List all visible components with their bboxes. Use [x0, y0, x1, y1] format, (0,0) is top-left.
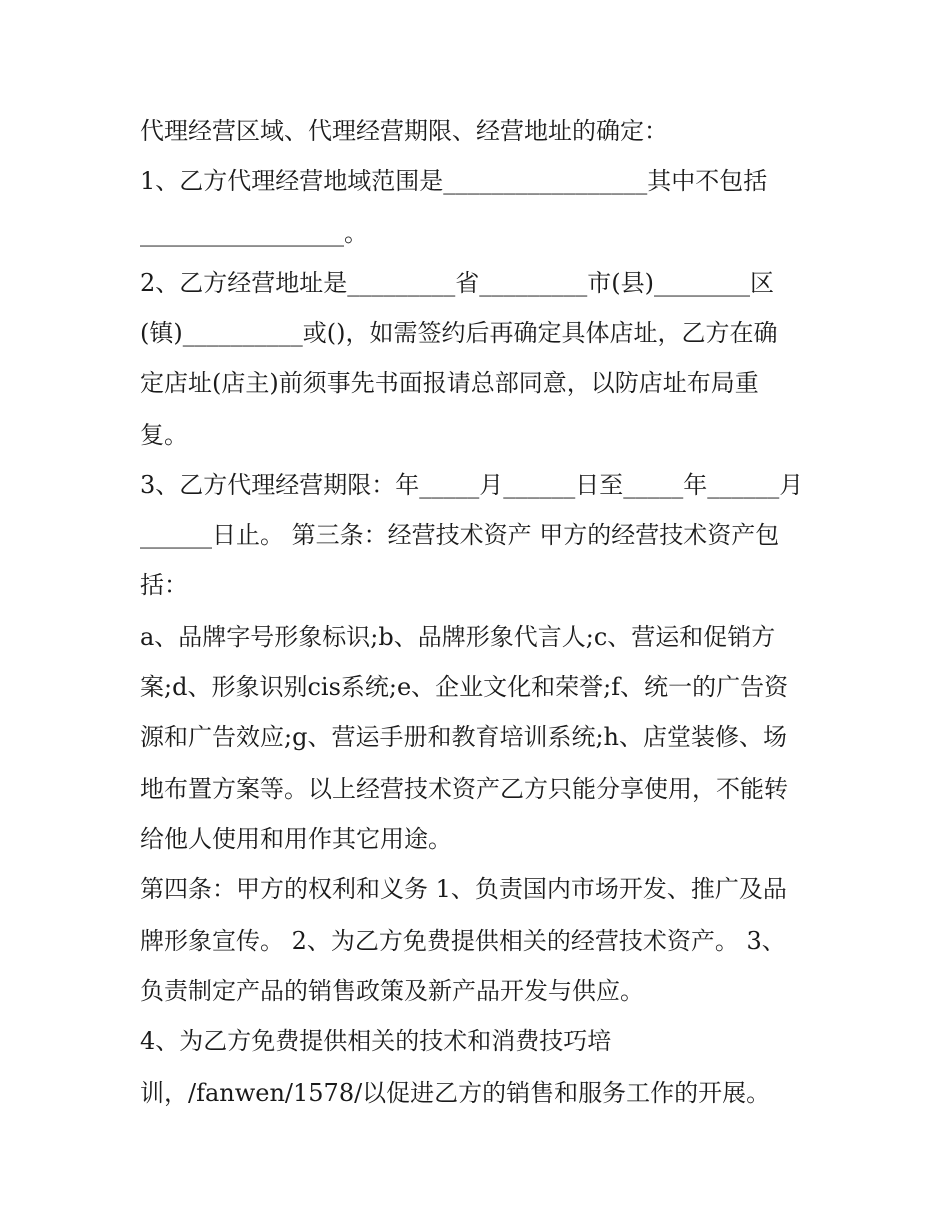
text-line: 地布置方案等。以上经营技术资产乙方只能分享使用，不能转: [140, 775, 788, 803]
text-line: a、品牌字号形象标识;b、品牌形象代言人;c、营运和促销方: [140, 623, 776, 651]
text-line: 源和广告效应;g、营运手册和教育培训系统;h、店堂装修、场: [140, 723, 787, 751]
text-line: (镇)__________或()，如需签约后再确定具体店址，乙方在确: [140, 319, 778, 347]
text-line: 给他人使用和用作其它用途。: [140, 825, 452, 853]
text-line: 定店址(店主)前须事先书面报请总部同意，以防店址布局重: [140, 369, 759, 397]
text-line: 负责制定产品的销售政策及新产品开发与供应。: [140, 977, 644, 1005]
text-line: 4、为乙方免费提供相关的技术和消费技巧培: [140, 1027, 612, 1055]
text-line: 括：: [140, 571, 188, 599]
text-line: 复。: [140, 421, 188, 449]
text-line: _________________。: [140, 219, 368, 247]
text-line: 代理经营区域、代理经营期限、经营地址的确定：: [140, 117, 668, 145]
text-line: 牌形象宣传。 2、为乙方免费提供相关的经营技术资产。 3、: [140, 927, 786, 955]
text-line: 3、乙方代理经营期限：年_____月______日至_____年______月: [140, 471, 804, 499]
text-line: 训，/fanwen/1578/以促进乙方的销售和服务工作的开展。: [140, 1079, 771, 1107]
text-line: 第四条：甲方的权利和义务 1、负责国内市场开发、推广及品: [140, 875, 787, 903]
text-line: 案;d、形象识别cis系统;e、企业文化和荣誉;f、统一的广告资: [140, 673, 789, 701]
text-line: 1、乙方代理经营地域范围是_________________其中不包括: [140, 167, 768, 195]
text-line: ______日止。 第三条：经营技术资产 甲方的经营技术资产包: [140, 521, 780, 549]
text-line: 2、乙方经营地址是_________省_________市(县)________区: [140, 269, 774, 297]
